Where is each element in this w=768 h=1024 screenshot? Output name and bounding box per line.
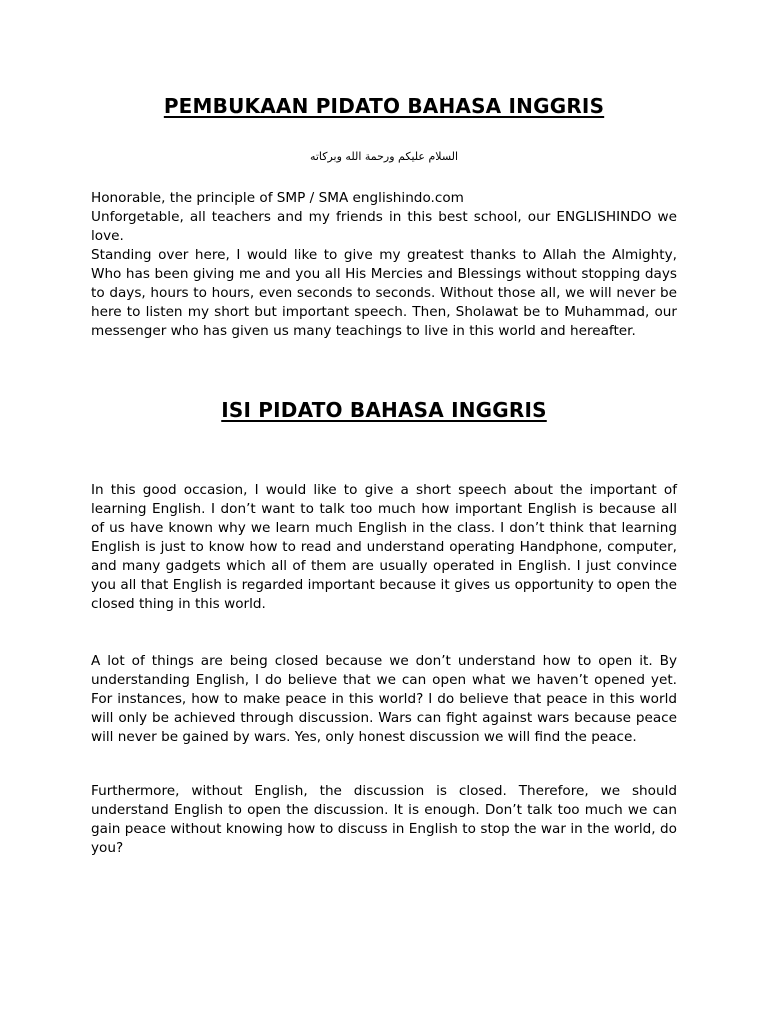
opening-line-unforgetable: Unforgetable, all teachers and my friends in this best school, our ENGLISHINDO we love. <box>91 209 677 244</box>
content-title: ISI PIDATO BAHASA INGGRIS <box>221 398 547 422</box>
paragraph-text: A lot of things are being closed because we don’t understand how to open it. By understanding English, I do believe that we can open what we haven’t opened yet. For instances, how to make peace in this world? I do believe that peace in this world will only be achieved through discussion. Wars can fight against wars because peace will never be gained by wars. Yes, only honest discussion we will find the peace. <box>91 653 677 745</box>
content-paragraph-2 <box>91 652 677 747</box>
opening-line-thanks: Standing over here, I would like to give my greatest thanks to Allah the Almighty, Who has been giving me and you all His Mercies and Blessings without stopping days to days, hours to hours, even seconds to seconds. Without those all, we will never be here to listen my short but important speech. Then, Sholawat be to Muhammad, our messenger who has given us many teachings to live in this world and hereafter. <box>91 247 677 339</box>
paragraph-text: In this good occasion, I would like to give a short speech about the important of learning English. I don’t want to talk too much how important English is because all of us have known why we learn much English in the class. I don’t think that learning English is just to know how to read and understand operating Handphone, computer, and many gadgets which all of them are usually operated in English. I just convince you all that English is regarded important because it gives us opportunity to open the closed thing in this world. <box>91 482 677 612</box>
paragraph-text: Furthermore, without English, the discussion is closed. Therefore, we should understand English to open the discussion. It is enough. Don’t talk too much we can gain peace without knowing how to discuss in English to stop the war in the world, do you? <box>91 783 677 856</box>
content-paragraph-3 <box>91 782 677 858</box>
opening-title: PEMBUKAAN PIDATO BAHASA INGGRIS <box>163 94 605 118</box>
content-paragraph-1 <box>91 481 677 614</box>
opening-line-honorable: Honorable, the principle of SMP / SMA englishindo.com <box>91 190 464 206</box>
opening-section <box>91 189 677 341</box>
arabic-greeting: السلام عليكم ورحمة الله وبركاته <box>309 150 459 163</box>
